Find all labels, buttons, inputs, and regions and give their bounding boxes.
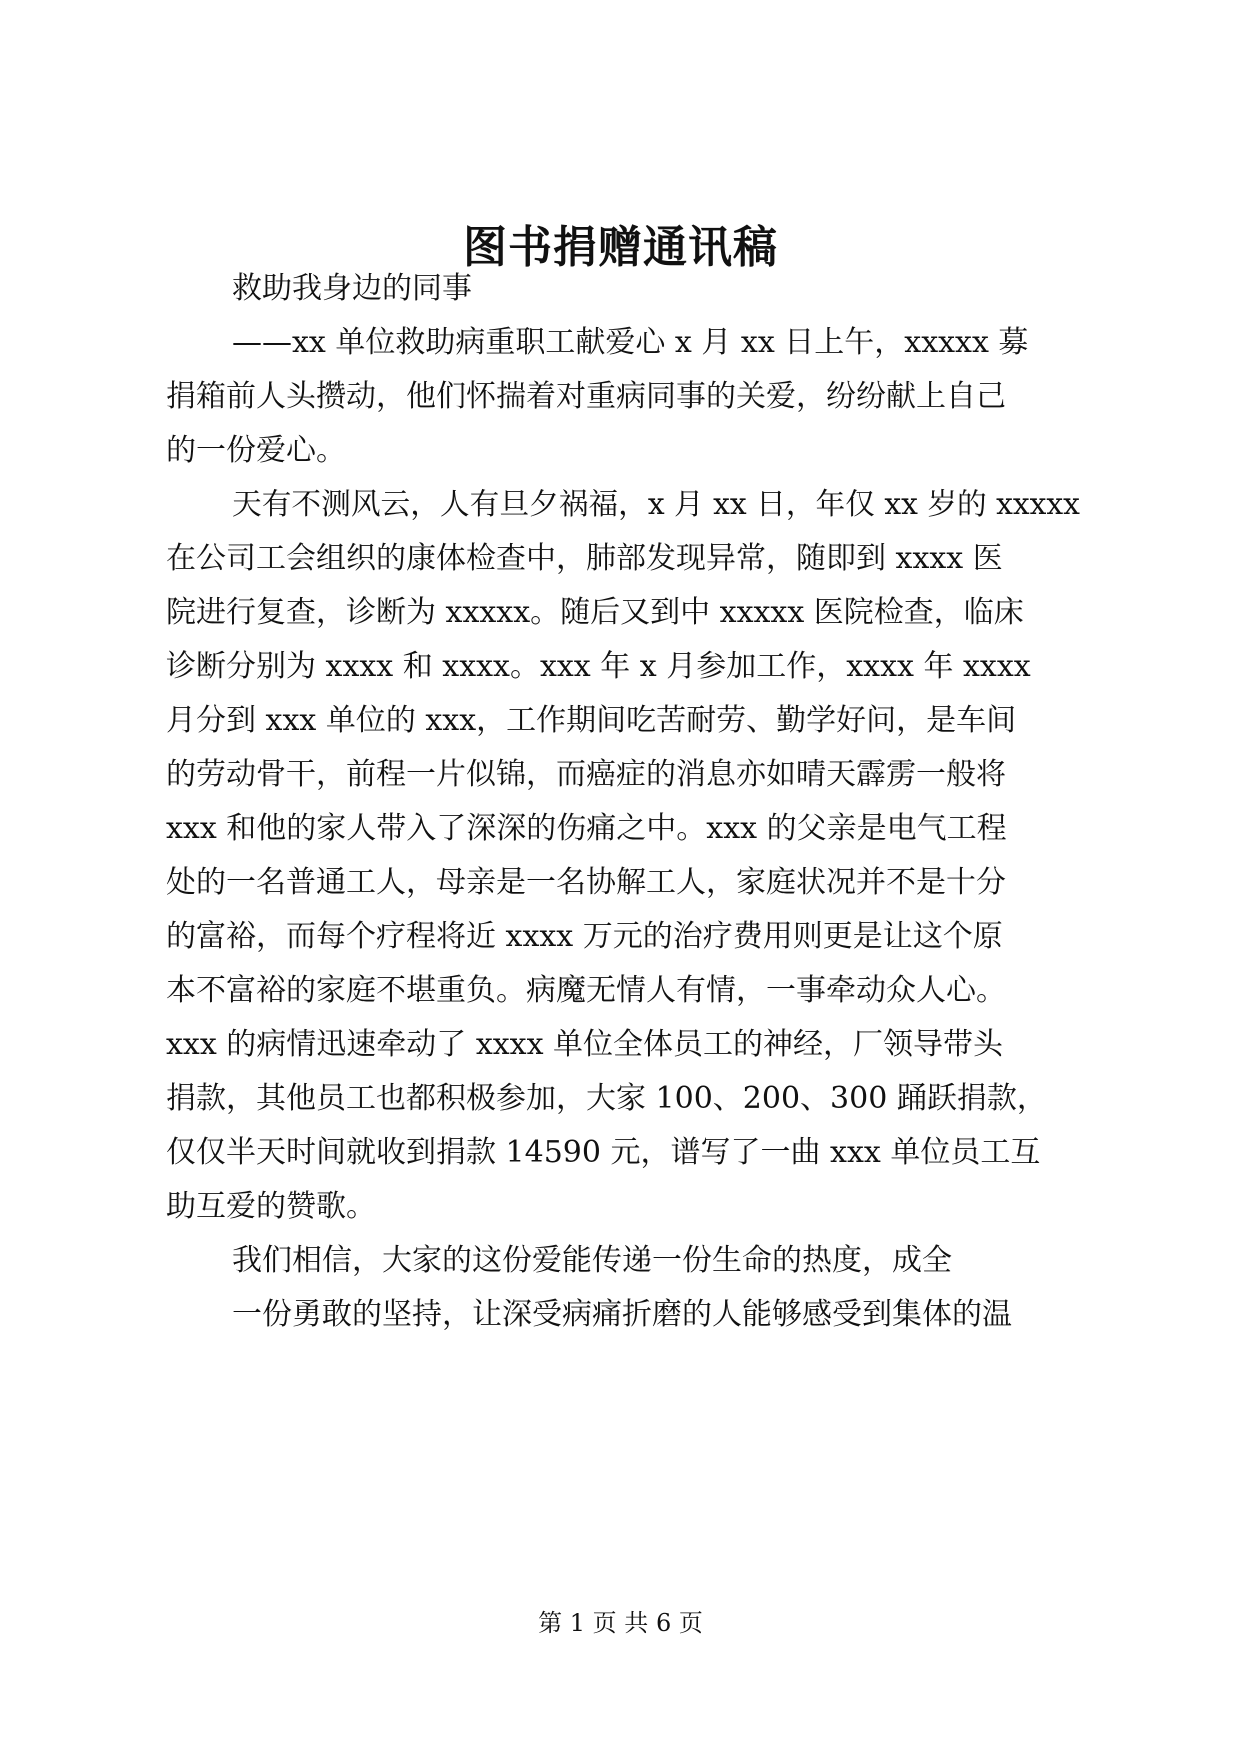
body-line: 在公司工会组织的康体检查中，肺部发现异常，随即到 xxxx 医: [166, 541, 1003, 576]
body-line: 捐箱前人头攒动，他们怀揣着对重病同事的关爱，纷纷献上自己: [166, 379, 1006, 414]
body-line: 助互爱的赞歌。: [166, 1189, 376, 1224]
body-line: xxx 和他的家人带入了深深的伤痛之中。xxx 的父亲是电气工程: [166, 811, 1007, 846]
body-line: 天有不测风云，人有旦夕祸福，x 月 xx 日，年仅 xx 岁的 xxxxx: [232, 487, 1080, 522]
body-line: xxx 的病情迅速牵动了 xxxx 单位全体员工的神经，厂领导带头: [166, 1027, 1004, 1062]
body-line: 本不富裕的家庭不堪重负。病魔无情人有情，一事牵动众人心。: [166, 973, 1006, 1008]
body-line: 院进行复查，诊断为 xxxxx。随后又到中 xxxxx 医院检查，临床: [166, 595, 1024, 630]
body-line: 的劳动骨干，前程一片似锦，而癌症的消息亦如晴天霹雳一般将: [166, 757, 1006, 792]
body-line: 捐款，其他员工也都积极参加，大家 100、200、300 踊跃捐款，: [166, 1081, 1047, 1116]
body-line: 仅仅半天时间就收到捐款 14590 元，谱写了一曲 xxx 单位员工互: [166, 1135, 1041, 1170]
body-line: 处的一名普通工人，母亲是一名协解工人，家庭状况并不是十分: [166, 865, 1006, 900]
body-line: ——xx 单位救助病重职工献爱心 x 月 xx 日上午，xxxxx 募: [232, 325, 1029, 360]
body-line: 诊断分别为 xxxx 和 xxxx。xxx 年 x 月参加工作，xxxx 年 xxxx: [166, 649, 1031, 684]
body-line: 月分到 xxx 单位的 xxx，工作期间吃苦耐劳、勤学好问，是车间: [166, 703, 1017, 738]
body-line: 救助我身边的同事: [232, 271, 472, 306]
body-line: 我们相信，大家的这份爱能传递一份生命的热度，成全: [232, 1243, 952, 1278]
body-line: 的富裕，而每个疗程将近 xxxx 万元的治疗费用则更是让这个原: [166, 919, 1003, 954]
page-footer: 第 1 页 共 6 页: [538, 1609, 703, 1637]
body-line: 的一份爱心。: [166, 433, 346, 468]
document-title: 图书捐赠通讯稿: [463, 222, 778, 273]
body-line: 一份勇敢的坚持，让深受病痛折磨的人能够感受到集体的温: [232, 1297, 1012, 1332]
